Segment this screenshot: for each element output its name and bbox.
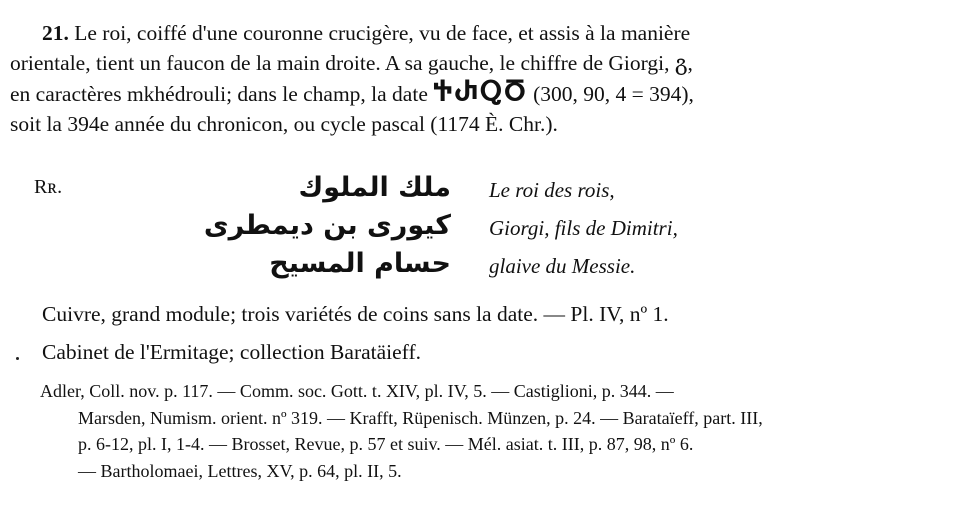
entry-number: 21. — [42, 21, 69, 45]
arabic-legend-text: حسام المسيح — [269, 248, 451, 279]
bibliography-line: — Bartholomaei, Lettres, XV, p. 64, pl. II, 5. — [78, 460, 402, 481]
french-translation: Le roi des rois, — [489, 178, 615, 202]
bibliography-line: Marsden, Numism. orient. nº 319. — Krafft, Rüpenisch. Münzen, p. 24. — Barataïeff, part. III, — [78, 407, 763, 428]
paragraph-text-1: Le roi, coiffé d'une couronne crucigère, vu de face, et assis à la manière — [74, 21, 691, 45]
georgian-date-glyphs: ႵႰႭႣ — [433, 78, 528, 108]
bibliography — [40, 378, 965, 484]
material-description: Cuivre, grand module; trois variétés de coins sans la date. — Pl. IV, nº 1. — [42, 302, 669, 326]
coin-description-paragraph — [10, 18, 960, 139]
paragraph-line-1 — [10, 18, 960, 48]
french-translation: glaive du Messie. — [489, 254, 636, 278]
paragraph-line-3 — [10, 78, 960, 109]
legend-row — [0, 210, 971, 246]
reverse-label: Rʀ. — [34, 176, 63, 198]
bibliography-line: Adler, Coll. nov. p. 117. — Comm. soc. Gott. t. XIV, pl. IV, 5. — Castiglioni, p. 344. — — [40, 381, 674, 401]
collection-description: Cabinet de l'Ermitage; collection Baratäieff. — [42, 340, 421, 364]
arabic-legend-text: ملك الملوك — [298, 172, 451, 203]
arabic-legend-text: كيورى بن ديمطرى — [203, 210, 451, 241]
date-value: (300, 90, 4 = 394), — [533, 82, 694, 106]
paragraph-text-3: en caractères mkhédrouli; dans le champ, la date — [10, 82, 428, 106]
legend-row — [0, 248, 971, 284]
paragraph-line-2: orientale, tient un faucon de la main droite. A sa gauche, le chiffre de Giorgi, გ, — [10, 51, 693, 75]
french-translation: Giorgi, fils de Dimitri, — [489, 216, 678, 240]
paragraph-line-4: soit la 394e année du chronicon, ou cycle pascal (1174 È. Chr.). — [10, 112, 558, 136]
margin-dot — [16, 357, 19, 360]
legend-row — [0, 172, 971, 208]
bibliography-line: p. 6-12, pl. I, 1-4. — Brosset, Revue, p. 57 et suiv. — Mél. asiat. t. III, p. 87, 98, nº 6. — [78, 434, 694, 454]
